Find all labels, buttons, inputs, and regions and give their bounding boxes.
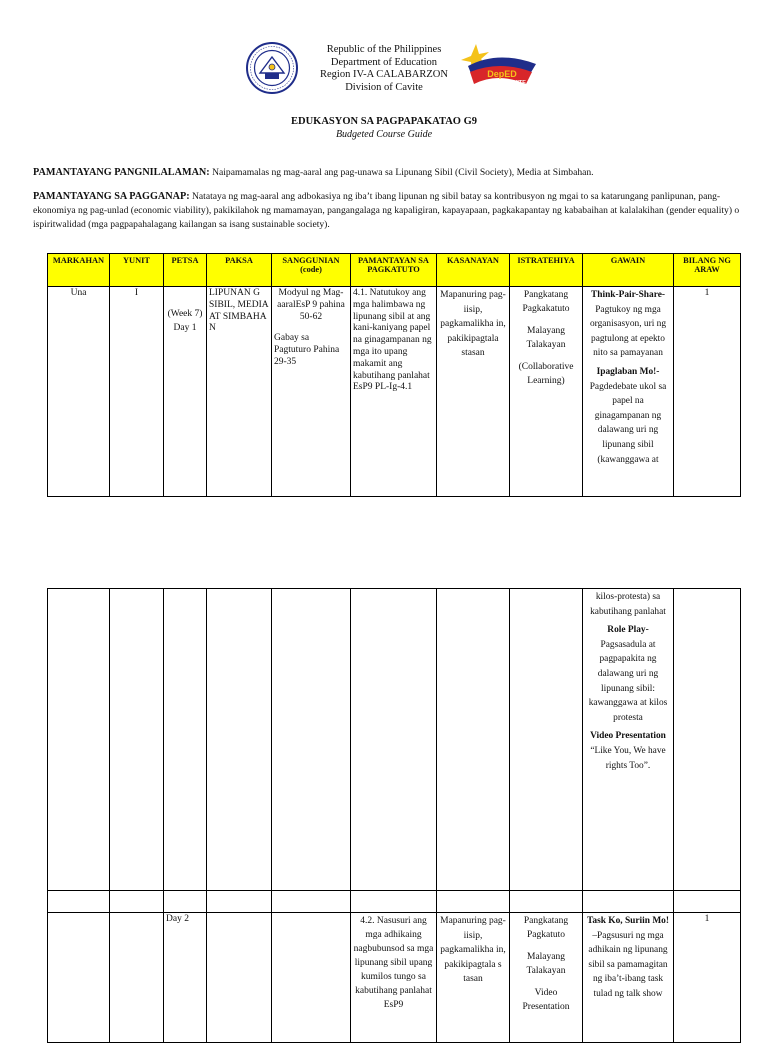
paksa-cell [207, 589, 272, 891]
yunit-cell [110, 589, 164, 891]
kasanayan-cell: Mapanuring pag-iisip, pagkamalikha in, pakikipagtala s tasan [437, 913, 510, 1043]
course-guide-table-continued [47, 588, 741, 1043]
gawain-text: Pagsasadula at pagpapakita ng dalawang uri ng lipunang sibil: kawanggawa at kilos protesta [588, 639, 668, 723]
gawain-text: kilos-protesta) sa kabutihang panlahat [590, 592, 666, 617]
gawain-text: Pagdedebate ukol sa papel na ginagampanan ng dalawang uri ng lipunang sibil (kawanggawa at [589, 381, 667, 465]
gawain-title: Task Ko, Suriin Mo! [587, 916, 669, 926]
sanggunian-cell [272, 589, 351, 891]
agency-line: Division of Cavite [345, 81, 423, 93]
bilang-cell [674, 589, 741, 891]
gawain-title: Role Play- [607, 625, 649, 636]
svg-text:CAVITE: CAVITE [506, 80, 526, 86]
istratehiya-item: Video Presentation [522, 988, 570, 1012]
istratehiya-item: (Collaborative Learning) [518, 362, 574, 386]
gawain-item [585, 288, 671, 361]
column-header: BILANG NG ARAW [674, 254, 741, 287]
column-header: ISTRATEHIYA [510, 254, 583, 287]
istratehiya-item: Malayang Talakayan [526, 952, 566, 976]
svg-text:DepED: DepED [487, 69, 517, 79]
gawain-text: –Pagsusuri ng mga adhikain ng lipunang sibil sa pamamagitan ng iba’t-ibang task tulad ng talk show [588, 930, 668, 999]
yunit-cell: I [110, 287, 164, 497]
deped-cavite-logo-icon [458, 40, 540, 92]
markahan-cell [48, 913, 110, 1043]
gawain-item [585, 365, 671, 467]
markahan-cell [48, 589, 110, 891]
document-title: EDUKASYON SA PAGPAPAKATAO G9 [291, 116, 477, 127]
document-subtitle: Budgeted Course Guide [335, 129, 433, 140]
gawain-item [585, 729, 671, 773]
table-row [48, 913, 741, 1043]
pamantayan-cell: 4.1. Natutukoy ang mga halimbawa ng lipunang sibil at ang kani-kaniyang papel na ginagampanan ng mga ito upang makamit ang kabutihang panlahat EsP9 PL-Ig-4.1 [351, 287, 437, 497]
bilang-cell: 1 [674, 287, 741, 497]
column-header: PAKSA [207, 254, 272, 287]
istratehiya-cell [510, 287, 583, 497]
sanggunian-cell [272, 913, 351, 1043]
letterhead [0, 40, 768, 100]
paksa-cell: LIPUNAN G SIBIL, MEDIA AT SIMBAHA N [207, 287, 272, 497]
performance-standard-text: Natataya ng mag-aaral ang adbokasiya ng iba’t ibang lipunan ng sibil batay sa kontribusyon ng mgai to sa katarungang panlipunan, pang-ekonomiya ng pag-unlad (economic viability), pakikilahok ng mamamayan, pangangalaga ng kapaligiran, kapayapaan, pagkakapantay ng kababaihan at kalalakihan (gender equality) o ispiritwalidad (mga pagpapahalagang kailangan sa isang sustainable society). [33, 191, 740, 230]
performance-standard-label: PAMANTAYANG SA PAGGANAP: [33, 191, 190, 202]
istratehiya-cell [510, 589, 583, 891]
pamantayan-cell [351, 589, 437, 891]
kasanayan-cell [437, 589, 510, 891]
table-row [48, 287, 741, 497]
column-header: PETSA [164, 254, 207, 287]
course-guide-table [47, 253, 741, 497]
agency-line: Region IV-A CALABARZON [320, 69, 448, 80]
petsa-cell [164, 589, 207, 891]
table-header-row [48, 254, 741, 287]
istratehiya-item: Pangkatang Pagkakatuto [522, 290, 570, 314]
gawain-cell [583, 913, 674, 1043]
gawain-item [585, 914, 671, 1002]
gawain-title: Think-Pair-Share- [591, 290, 665, 300]
gawain-title: Video Presentation [590, 731, 666, 742]
column-header: KASANAYAN [437, 254, 510, 287]
gawain-text: “Like You, We have rights Too”. [590, 745, 666, 771]
bilang-cell: 1 [674, 913, 741, 1043]
agency-line: Republic of the Philippines [326, 44, 442, 55]
sanggunian-gabay: Gabay sa Pagtuturo Pahina 29-35 [274, 333, 340, 367]
petsa-cell: (Week 7) Day 1 [164, 287, 207, 497]
yunit-cell [110, 913, 164, 1043]
agency-line: Department of Education [330, 56, 438, 68]
pamantayan-cell: 4.2. Nasusuri ang mga adhikaing nagbubunsod sa mga lipunang sibil upang kumilos tungo sa kabutihang panlahat EsP9 [351, 913, 437, 1043]
performance-standard [33, 190, 745, 232]
agency-block [300, 44, 468, 94]
kasanayan-cell: Mapanuring pag-iisip, pagkamalikha in, pakikipagtala stasan [437, 287, 510, 497]
column-header: PAMANTAYAN SA PAGKATUTO [351, 254, 437, 287]
istratehiya-cell [510, 913, 583, 1043]
content-standard-text: Naipamamalas ng mag-aaral ang pag-unawa sa Lipunang Sibil (Civil Society), Media at Simbahan. [209, 167, 594, 178]
petsa-cell: Day 2 [164, 913, 207, 1043]
table-row [48, 891, 741, 913]
table-row [48, 589, 741, 891]
column-header: GAWAIN [583, 254, 674, 287]
paksa-cell [207, 913, 272, 1043]
sanggunian-cell [272, 287, 351, 497]
column-header: SANGGUNIAN (code) [272, 254, 351, 287]
markahan-cell: Una [48, 287, 110, 497]
istratehiya-item: Pangkatang Pagkatuto [523, 916, 569, 940]
sanggunian-modyul: Modyul ng Mag-aaralEsP 9 pahina 50-62 [277, 288, 345, 322]
gawain-item [585, 623, 671, 725]
column-header: MARKAHAN [48, 254, 110, 287]
content-standard-label: PAMANTAYANG PANGNILALAMAN: [33, 167, 210, 178]
istratehiya-item: Malayang Talakayan [526, 326, 566, 350]
gawain-cell [583, 287, 674, 497]
gawain-text: Pagtukoy ng mga organisasyon, uri ng pagtulong at epekto nito sa pamayanan [589, 304, 667, 359]
deped-seal-icon [246, 42, 298, 94]
column-header: YUNIT [110, 254, 164, 287]
content-standard [33, 166, 745, 180]
gawain-title: Ipaglaban Mo!- [596, 366, 660, 377]
gawain-cell [583, 589, 674, 891]
